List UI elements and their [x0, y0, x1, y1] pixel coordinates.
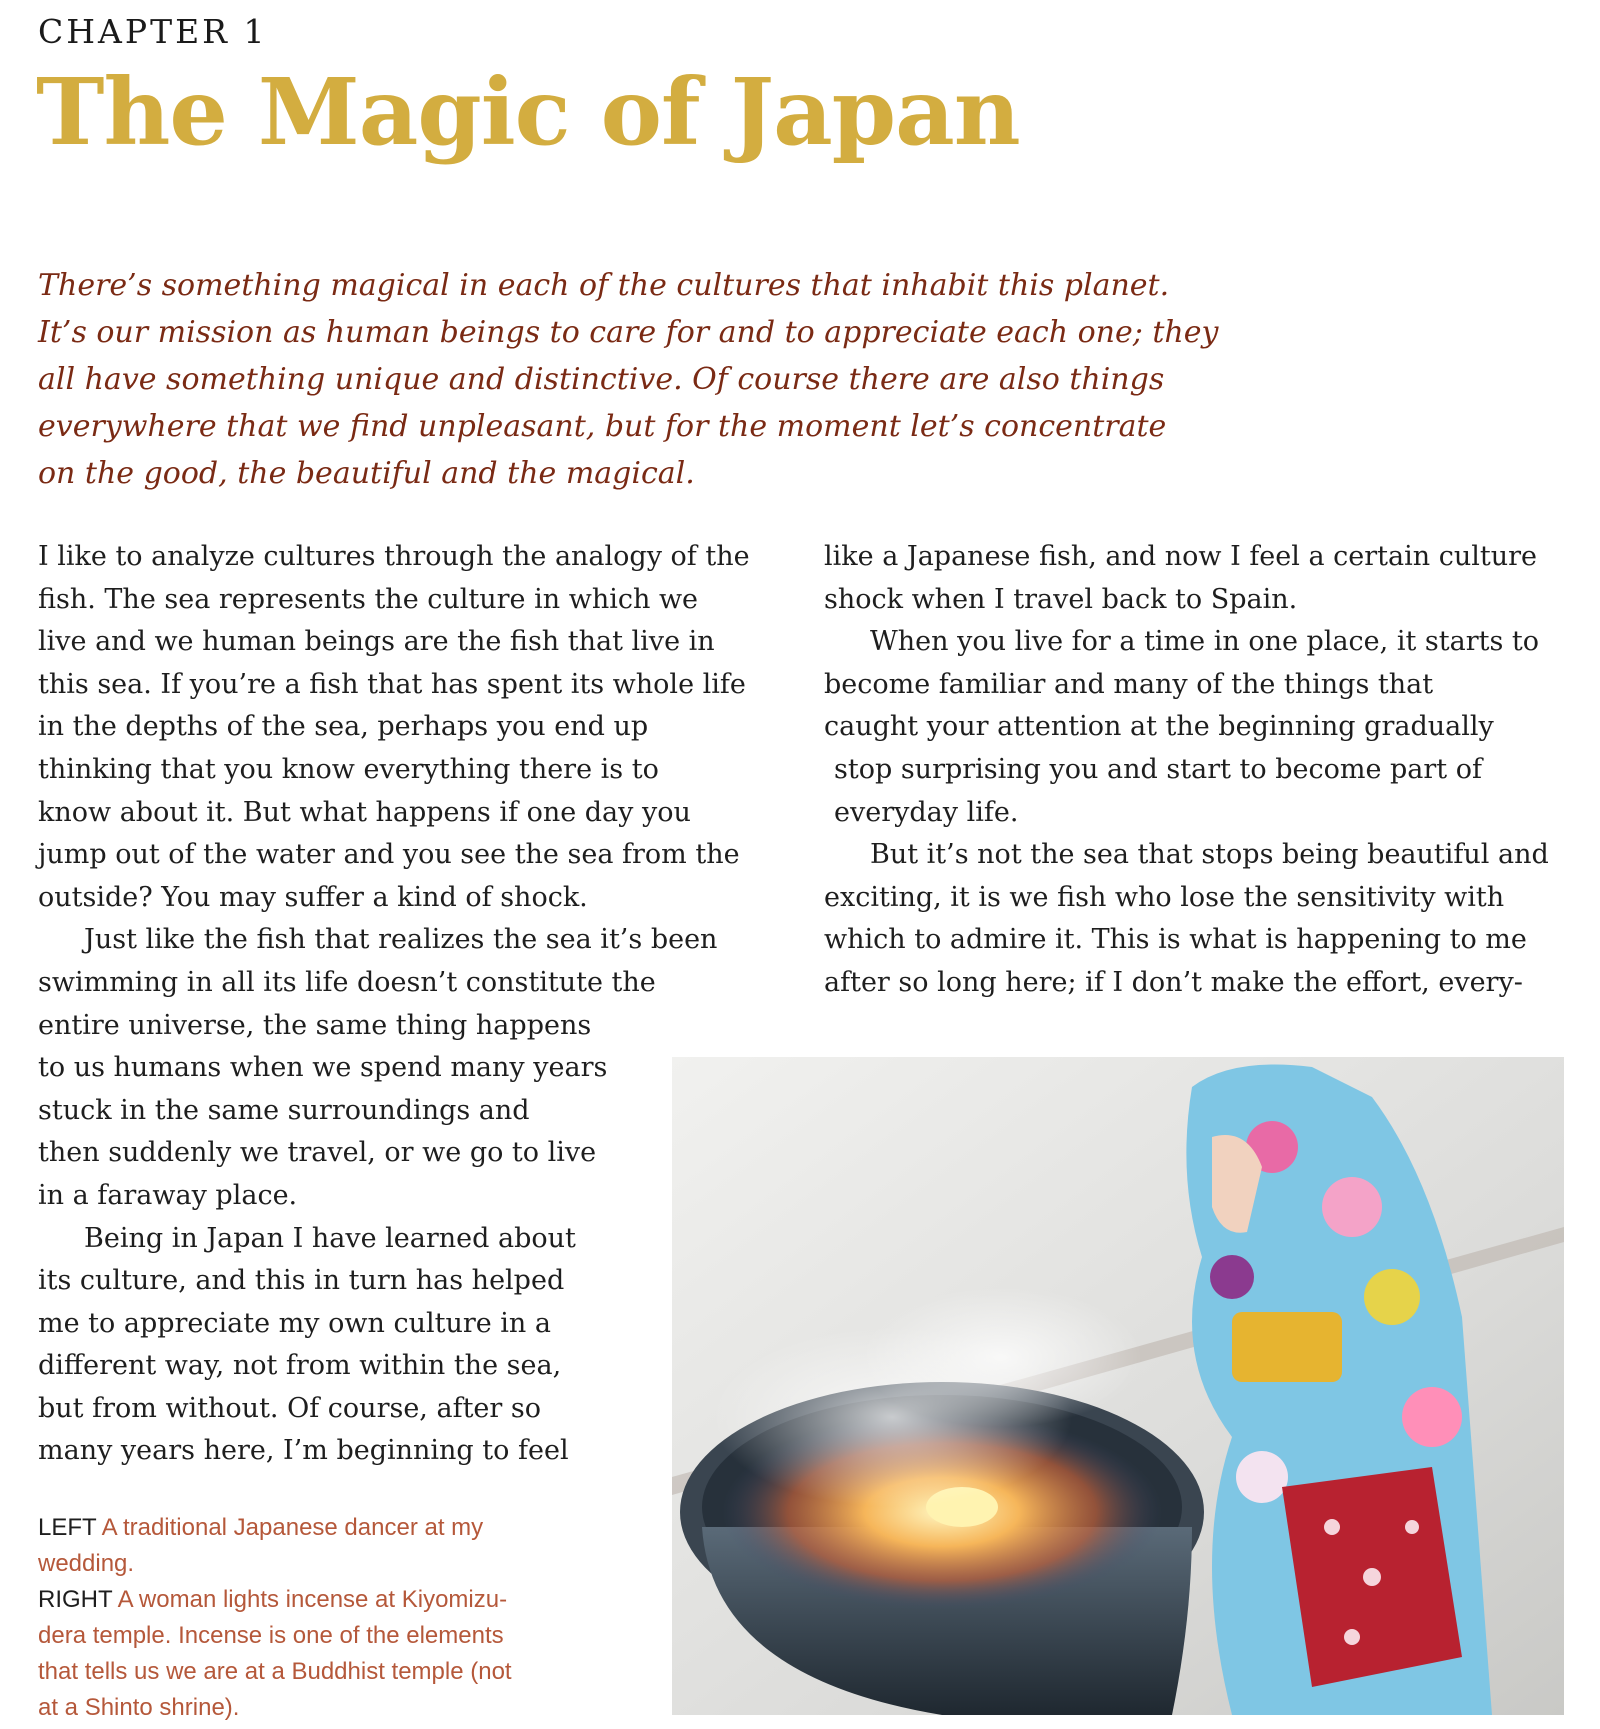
intro-paragraph	[38, 262, 1278, 497]
caption-text: A woman lights incense at Kiyomizu-	[117, 1586, 508, 1613]
body-line: in the depths of the sea, perhaps you end up	[38, 711, 649, 743]
body-line: many years here, I’m beginning to feel	[38, 1435, 569, 1467]
caption-line: at a Shinto shrine).	[38, 1694, 240, 1721]
photo-captions	[38, 1510, 638, 1726]
body-line: its culture, and this in turn has helped	[38, 1265, 565, 1297]
body-line: stuck in the same surroundings and	[38, 1094, 530, 1126]
caption-direction-right: RIGHT	[38, 1586, 113, 1613]
body-line: When you live for a time in one place, it starts to	[870, 626, 1539, 658]
caption-line: dera temple. Incense is one of the elements	[38, 1622, 504, 1649]
body-line: me to appreciate my own culture in a	[38, 1307, 551, 1339]
body-line: to us humans when we spend many years	[38, 1052, 608, 1084]
body-line: outside? You may suffer a kind of shock.	[38, 881, 588, 913]
body-line: then suddenly we travel, or we go to live	[38, 1137, 597, 1169]
incense-photo	[672, 1057, 1564, 1715]
body-line: different way, not from within the sea,	[38, 1350, 562, 1382]
body-line: become familiar and many of the things that	[824, 668, 1434, 700]
body-column-right	[824, 536, 1549, 1005]
body-line: thinking that you know everything there is to	[38, 753, 659, 785]
body-line: stop surprising you and start to become part of	[834, 753, 1482, 785]
body-line: but from without. Of course, after so	[38, 1392, 541, 1424]
caption-direction-left: LEFT	[38, 1514, 97, 1541]
body-line: everyday life.	[834, 796, 1019, 828]
body-line: like a Japanese fish, and now I feel a certain culture	[824, 541, 1537, 572]
body-line: exciting, it is we fish who lose the sensitivity with	[824, 881, 1505, 913]
intro-line: all have something unique and distinctive. Of course there are also things	[38, 362, 1165, 397]
body-line: But it’s not the sea that stops being beautiful and	[870, 839, 1549, 871]
intro-line: It’s our mission as human beings to care for and to appreciate each one; they	[38, 315, 1219, 350]
body-line: in a faraway place.	[38, 1179, 298, 1211]
caption-text: A traditional Japanese dancer at my	[101, 1514, 484, 1541]
caption-line	[38, 1510, 638, 1546]
intro-line: everywhere that we find unpleasant, but for the moment let’s concentrate	[38, 409, 1167, 444]
body-line: Just like the fish that realizes the sea it’s been	[84, 924, 718, 956]
body-line: live and we human beings are the fish that live in	[38, 626, 715, 658]
intro-line: There’s something magical in each of the cultures that inhabit this planet.	[38, 268, 1170, 303]
body-line: swimming in all its life doesn’t constitute the	[38, 966, 656, 998]
caption-line: that tells us we are at a Buddhist temple (not	[38, 1658, 512, 1685]
caption-line	[38, 1582, 638, 1618]
body-line: caught your attention at the beginning gradually	[824, 711, 1494, 743]
chapter-label: CHAPTER 1	[38, 12, 268, 51]
body-line: which to admire it. This is what is happening to me	[824, 924, 1527, 956]
body-line: know about it. But what happens if one day you	[38, 796, 691, 828]
caption-line: wedding.	[38, 1550, 135, 1577]
body-line: fish. The sea represents the culture in which we	[38, 583, 699, 615]
body-line: I like to analyze cultures through the analogy of the	[38, 541, 750, 572]
body-line: jump out of the water and you see the sea from the	[38, 839, 740, 871]
body-line: this sea. If you’re a fish that has spent its whole life	[38, 668, 746, 700]
body-line: entire universe, the same thing happens	[38, 1009, 592, 1041]
body-line: after so long here; if I don’t make the effort, every-	[824, 966, 1523, 998]
chapter-title: The Magic of Japan	[36, 58, 1020, 166]
body-line: shock when I travel back to Spain.	[824, 583, 1298, 615]
body-column-left	[38, 536, 750, 1473]
body-line: Being in Japan I have learned about	[84, 1222, 576, 1254]
intro-line: on the good, the beautiful and the magical.	[38, 456, 695, 491]
